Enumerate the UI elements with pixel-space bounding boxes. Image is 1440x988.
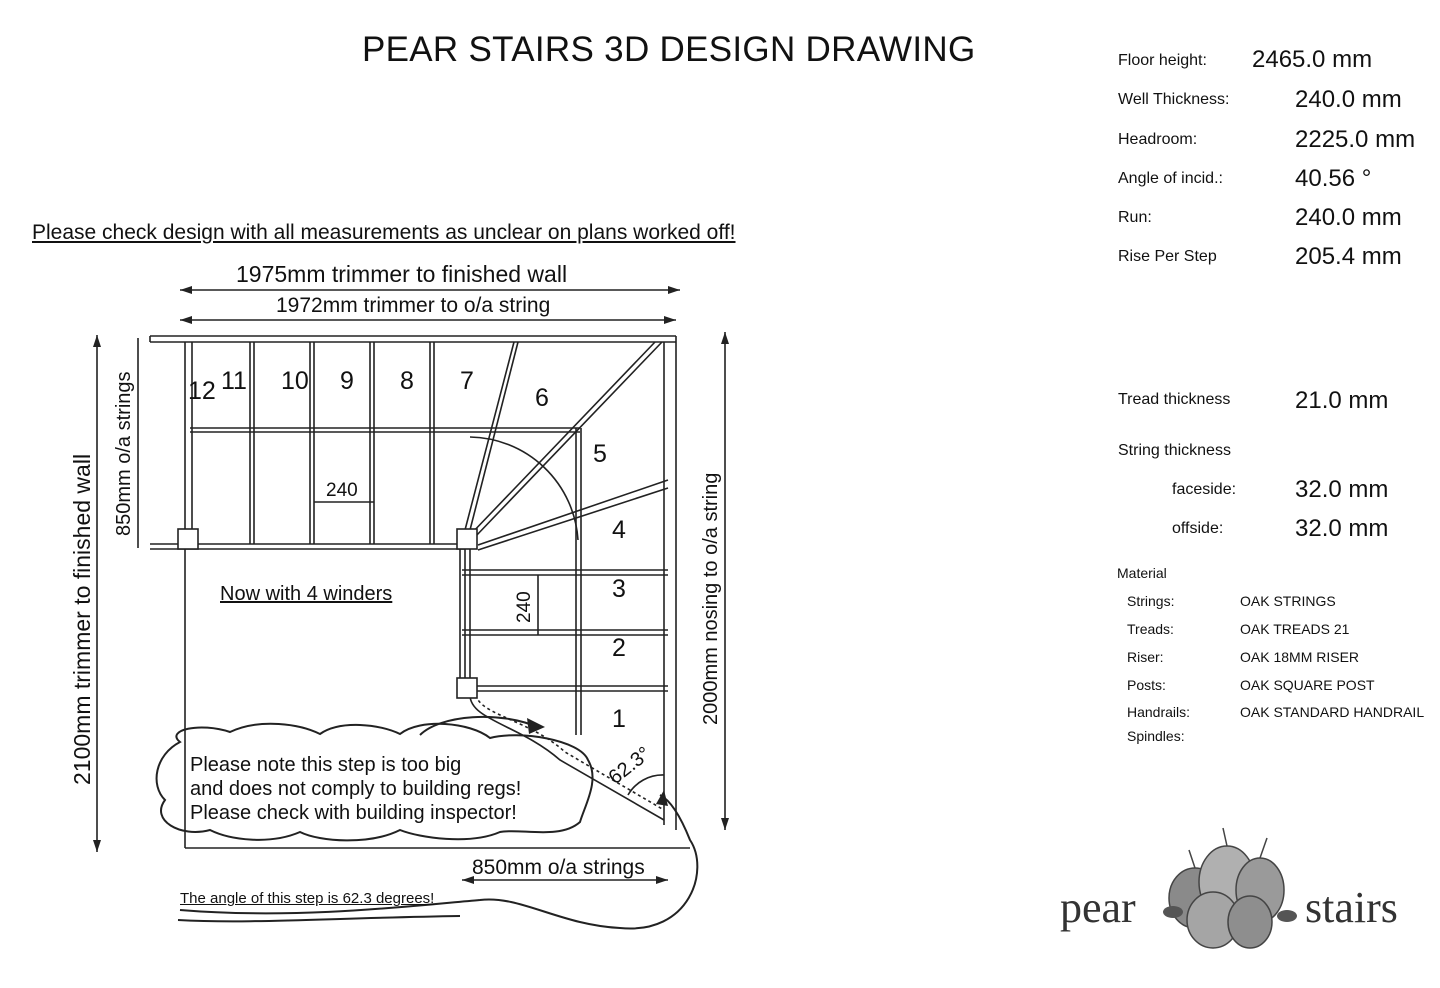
material-value-treads: OAK TREADS 21	[1240, 621, 1350, 637]
spec-label-angle: Angle of incid.:	[1118, 170, 1223, 187]
spec-value-floor-height: 2465.0 mm	[1252, 46, 1373, 73]
offside-value: 32.0 mm	[1295, 515, 1389, 542]
dim-bottom-label: 850mm o/a strings	[472, 856, 645, 879]
dim-top-outer-label: 1975mm trimmer to finished wall	[236, 261, 568, 287]
step-number-9: 9	[340, 367, 354, 395]
material-heading: Material	[1117, 565, 1167, 581]
newel-post-top-left	[178, 529, 198, 549]
pears-icon	[1155, 820, 1305, 960]
cloud-note-line-3: Please check with building inspector!	[190, 802, 517, 824]
material-label-treads: Treads:	[1127, 621, 1174, 637]
newel-post-corner	[457, 529, 477, 549]
tread-thickness-value: 21.0 mm	[1295, 387, 1389, 414]
step-number-7: 7	[460, 367, 474, 395]
dim-left-inner-label: 850mm o/a strings	[113, 371, 135, 536]
material-value-handrails: OAK STANDARD HANDRAIL	[1240, 704, 1425, 720]
step-number-3: 3	[612, 575, 626, 603]
spec-value-rise: 205.4 mm	[1295, 243, 1402, 270]
run-dim-horizontal-label: 240	[326, 480, 358, 501]
logo-word-stairs: stairs	[1305, 883, 1398, 932]
newel-post-bottom	[457, 678, 477, 698]
step-number-11: 11	[221, 367, 247, 395]
material-label-posts: Posts:	[1127, 677, 1166, 693]
spec-value-angle: 40.56 °	[1295, 165, 1372, 192]
angle-label: 62.3°	[604, 742, 656, 789]
spec-label-floor-height: Floor height:	[1118, 52, 1207, 69]
material-value-riser: OAK 18MM RISER	[1240, 649, 1360, 665]
pear-stairs-logo	[1055, 820, 1425, 960]
dim-right-label: 2000mm nosing to o/a string	[700, 472, 722, 725]
step-number-2: 2	[612, 634, 626, 662]
material-label-strings: Strings:	[1127, 593, 1175, 609]
spec-value-well-thickness: 240.0 mm	[1295, 86, 1402, 113]
winders-note: Now with 4 winders	[220, 583, 393, 605]
step-number-5: 5	[593, 440, 607, 468]
design-warning: Please check design with all measurements as unclear on plans worked off!	[32, 221, 736, 244]
dim-left-outer-label: 2100mm trimmer to finished wall	[69, 453, 95, 785]
material-label-riser: Riser:	[1127, 649, 1164, 665]
material-label-spindles: Spindles:	[1127, 728, 1185, 744]
dim-top-inner-label: 1972mm trimmer to o/a string	[276, 294, 551, 317]
material-label-handrails: Handrails:	[1127, 704, 1191, 720]
angle-note: The angle of this step is 62.3 degrees!	[180, 890, 435, 907]
step-number-1: 1	[612, 705, 626, 733]
page-title: PEAR STAIRS 3D DESIGN DRAWING	[362, 30, 976, 69]
offside-label: offside:	[1172, 520, 1224, 537]
faceside-label: faceside:	[1172, 481, 1237, 498]
tread-thickness-label: Tread thickness	[1118, 391, 1231, 408]
step-number-8: 8	[400, 367, 414, 395]
spec-value-run: 240.0 mm	[1295, 204, 1402, 231]
logo-word-pear: pear	[1060, 883, 1136, 932]
cloud-note-line-1: Please note this step is too big	[190, 754, 462, 776]
spec-value-headroom: 2225.0 mm	[1295, 126, 1416, 153]
string-thickness-label: String thickness	[1118, 442, 1231, 459]
cloud-note-line-2: and does not comply to building regs!	[190, 778, 522, 800]
spec-label-well-thickness: Well Thickness:	[1118, 91, 1230, 108]
step-number-6: 6	[535, 384, 549, 412]
spec-label-rise: Rise Per Step	[1118, 248, 1217, 265]
step-number-10: 10	[281, 367, 309, 395]
run-dim-vertical-label: 240	[514, 591, 535, 623]
spec-label-headroom: Headroom:	[1118, 131, 1198, 148]
step-number-12: 12	[188, 377, 216, 405]
spec-label-run: Run:	[1118, 209, 1152, 226]
material-value-strings: OAK STRINGS	[1240, 593, 1336, 609]
material-value-posts: OAK SQUARE POST	[1240, 677, 1375, 693]
faceside-value: 32.0 mm	[1295, 476, 1389, 503]
step-number-4: 4	[612, 516, 626, 544]
